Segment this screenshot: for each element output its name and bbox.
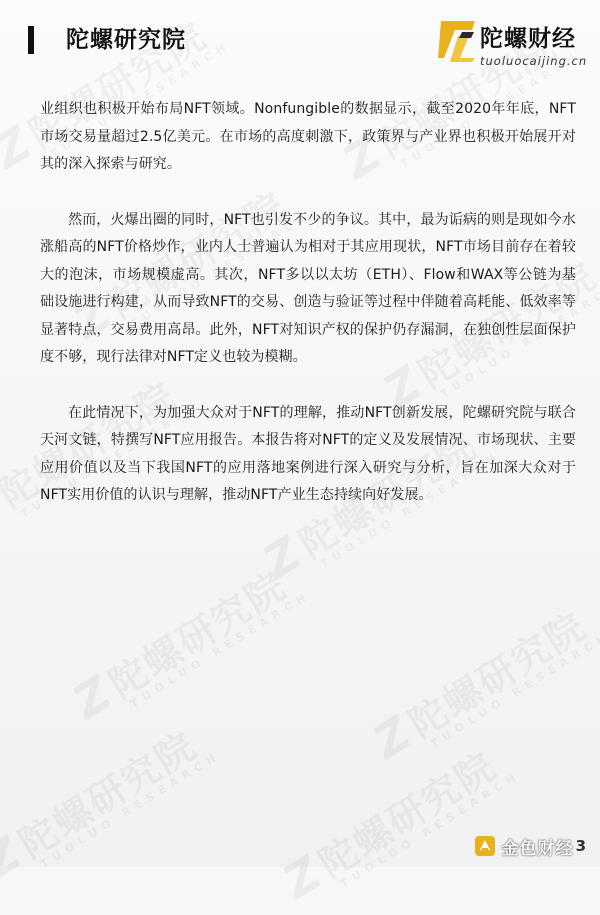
jinse-logo-icon [474,835,496,857]
paragraph: 在此情况下，为加强大众对于NFT的理解，推动NFT创新发展，陀螺研究院与联合天河文链，特撰写NFT应用报告。本报告将对NFT的定义及发展情况、市场现状、主要应用价值以及当下我国NFT的应用落地案例进行深入研究与分析，旨在加深大众对于NFT实用价值的认识与理解，推动NFT产业生态持续向好发展。 [40,404,576,503]
page-title: 陀螺研究院 [66,27,186,53]
header-accent-bar [28,26,34,54]
page-header [0,0,600,80]
brand-logo [438,14,588,74]
page-number: 3 [575,837,586,855]
report-body [40,96,576,538]
footer-brand: 金色财经 [501,838,574,859]
watermark [363,587,600,775]
watermark [273,727,523,915]
brand-name: 陀螺财经 [480,26,576,52]
z-logo-icon [438,18,478,62]
paragraph: 然而，火爆出圈的同时，NFT也引发不少的争议。其中，最为诟病的则是现如今水涨船高的NFT价格炒作，业内人士普遍认为相对于其应用现状，NFT市场目前存在着较大的泡沫，市场规模虚高。其次，NFT多以以太坊（ETH）、Flow和WAX等公链为基础设施进行构建，从而导致NFT的交易、创造与验证等过程中伴随着高耗能、低效率等显著特点，交易费用高昂。此外，NFT对知识产权的保护仍存漏洞，在独创性层面保护度不够，现行法律对NFT定义也较为模糊。 [40,211,576,365]
page-footer [474,831,586,861]
paragraph: 业组织也积极开始布局NFT领域。Nonfungible的数据显示，截至2020年年底，NFT市场交易量超过2.5亿美元。在市场的高度刺激下，政策界与产业界也积极开始展开对其的深入探索与研究。 [40,101,576,172]
brand-url: tuoluocaijing.cn [480,54,588,68]
watermark [63,547,313,735]
